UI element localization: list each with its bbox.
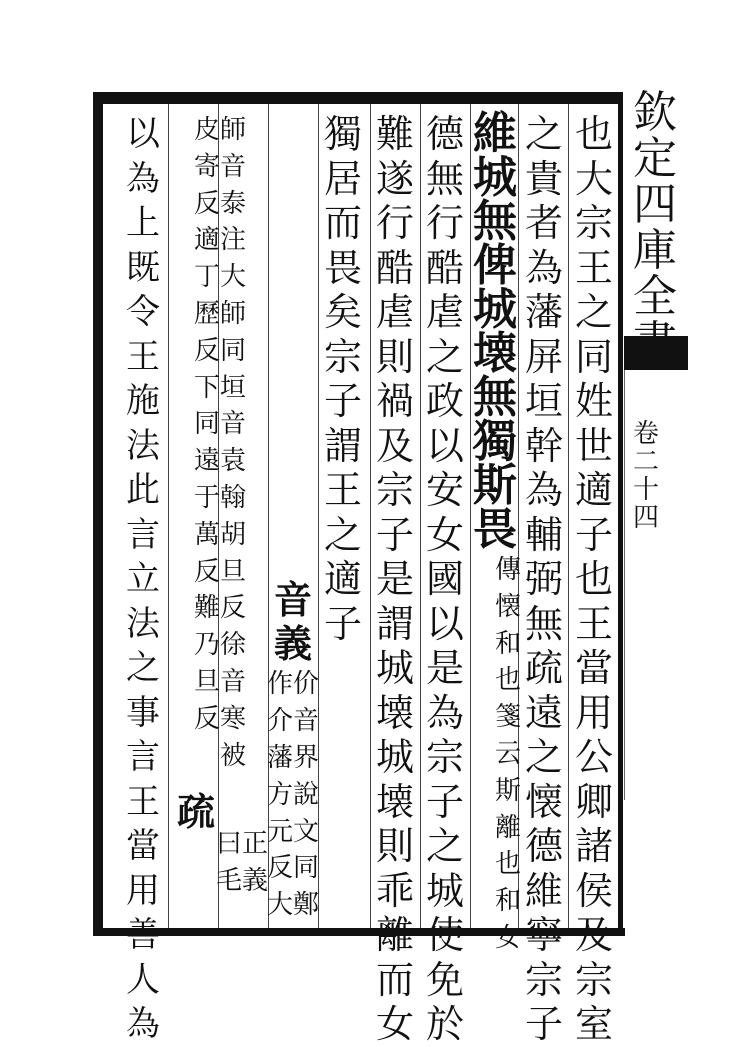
text-column-1 — [570, 112, 618, 1046]
margin-book-title: 欽定四庫全 — [633, 87, 677, 322]
text-column-4 — [421, 112, 469, 1046]
main-text: 德無行酷虐之政以安女國以是為宗子之城使免於 — [425, 112, 464, 1046]
commentary-pair — [192, 112, 248, 774]
text-column-3 — [471, 108, 522, 953]
frame-top-border — [93, 92, 623, 104]
classic-text: 維城無俾城壊無獨斯畏 — [473, 108, 517, 555]
frame-left-border — [93, 92, 103, 936]
yinyi-label: 音義 — [273, 577, 312, 667]
shu-note-left: 曰毛 — [216, 829, 243, 896]
margin-fish-tail-block — [624, 336, 688, 370]
text-column — [104, 112, 150, 924]
text-column-7 — [268, 112, 318, 924]
main-text: 難遂行酷虐則禍及宗子是謂城壊城壊則乖離而女 — [375, 112, 414, 1046]
main-text — [105, 112, 149, 157]
commentary-left-text: 皮寄反適丁歷反下同遠于萬反難乃旦反 — [194, 115, 221, 734]
main-text: 獨居而畏矣宗子謂王之適子 — [323, 112, 362, 646]
text-column-2 — [520, 112, 568, 1046]
main-text: 之貴者為藩屏垣幹為輔弼無疏遠之懐德維寧宗子 — [524, 112, 563, 1046]
text-column-5 — [371, 112, 419, 1046]
commentary-right-tail: 被 — [220, 740, 247, 771]
column-rule — [568, 104, 569, 928]
commentary-left — [194, 112, 220, 774]
commentary-pair — [265, 666, 321, 924]
commentary-right: 傳懐和也箋云斯離也和女 — [495, 555, 522, 953]
main-text: 也大宗王之同姓世適子也王當用公卿諸侯及宗室 — [574, 112, 613, 1046]
margin-volume-label: 卷二十四 — [632, 419, 659, 533]
commentary-right — [220, 112, 246, 774]
commentary-left — [469, 552, 495, 957]
commentary-pair — [467, 552, 523, 957]
shu-label: 疏 — [176, 789, 215, 834]
commentary-right: 价音界說文同鄭 — [293, 669, 320, 921]
commentary-right-text: 師音泰注大師同垣音袁翰胡旦反徐音寒 — [220, 115, 247, 734]
shu-note-right: 正義 — [242, 829, 269, 896]
text-column-6 — [319, 112, 367, 924]
margin-rule — [624, 370, 625, 800]
shu-block — [176, 790, 268, 930]
frame-right-border — [618, 92, 623, 936]
commentary-left: 作介藩方元反大 — [267, 669, 294, 921]
column-rule — [168, 104, 169, 928]
main-text: 以為上既令王施法此言立法之事言王當用善人為 — [126, 114, 160, 1044]
